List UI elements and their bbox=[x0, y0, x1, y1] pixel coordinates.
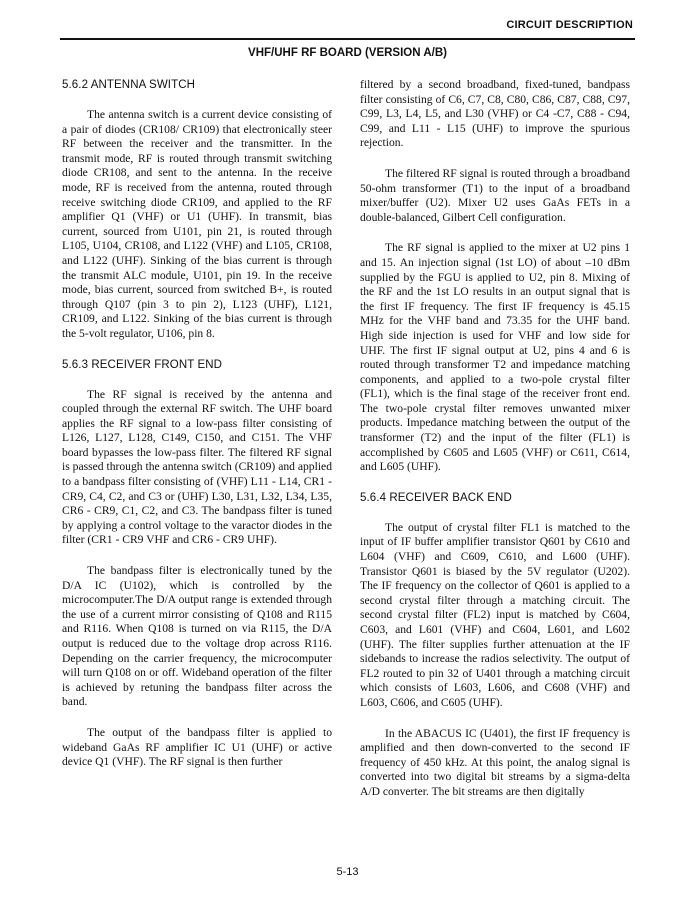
paragraph-front-end-3: The output of the bandpass filter is applied to wideband GaAs RF amplifier IC U1 (UHF) or active device Q1 (VHF). The RF signal is then further bbox=[62, 725, 332, 769]
heading-receiver-back-end: 5.6.4 RECEIVER BACK END bbox=[360, 491, 512, 504]
paragraph-back-end-1: The output of crystal filter FL1 is matched to the input of IF buffer amplifier transistor Q601 by C610 and L604 (VHF) and C609, C610, and L600 (UHF). Transistor Q601 is biased by the 5V regulator (U202). The IF frequency on the collector of Q601 is applied to a second crystal filter through a matching circuit. The second crystal filter (FL2) input is matched by C604, C603, and L601 (VHF) and C604, L601, and L602 (UHF). The filter supplies further attenuation at the IF sidebands to increase the radios selectivity. The output of FL2 routed to pin 32 of U401 through a matching circuit which consists of L603, L606, and C608 (VHF) and L603, C606, and C605 (UHF). bbox=[360, 520, 630, 709]
paragraph-front-end-2: The bandpass filter is electronically tuned by the D/A IC (U102), which is controlled by the microcomputer.The D/A output range is extended through the use of a current mirror consisting of Q108 and R115 and R116. When Q108 is turned on via R115, the D/A output is reduced due to the voltage drop across R116. Depending on the carrier frequency, the microcomputer will turn Q108 on or off. Wideband operation of the filter is achieved by retuning the bandpass filter across the band. bbox=[62, 564, 332, 709]
section-label: CIRCUIT DESCRIPTION bbox=[506, 19, 633, 31]
paragraph-antenna-switch: The antenna switch is a current device consisting of a pair of diodes (CR108/ CR109) that electronically steer RF between the receiver and the transmitter. In the transmit mode, RF is routed through transmit switching diode CR108, and sent to the antenna. In the receive mode, RF is received from the antenna, routed through receive switching diode CR109, and applied to the RF amplifier Q1 (VHF) or U1 (UHF). In transmit, bias current, sourced from U101, pin 21, is routed through L105, U104, CR108, and L122 (VHF) and L105, CR108, and L122 (UHF). Sinking of the bias current is through the transmit ALC module, U101, pin 19. In the receive mode, bias current, sourced from switched B+, is routed through Q107 (pin 3 to pin 2), L123 (UHF), L121, CR109, and L122. Sinking of the bias current is through the 5-volt regulator, U106, pin 8. bbox=[62, 108, 332, 340]
paragraph-mixer-2: The RF signal is applied to the mixer at U2 pins 1 and 15. An injection signal (1st LO) of about –10 dBm supplied by the FGU is applied to U2, pin 8. Mixing of the RF and the 1st LO results in an output signal that is the first IF frequency. The first IF frequency is 45.15 MHz for the VHF band and 73.35 for the UHF band. High side injection is used for VHF and low side for UHF. The first IF signal output at U2, pins 4 and 6 is routed through transformer T2 and impedance matching components, and applied to a two-pole crystal filter (FL1), which is the final stage of the receiver front end. The two-pole crystal filter removes unwanted mixer products. Impedance matching between the output of the transformer (T2) and the input of the filter (FL1) is accomplished by C605 and L605 (VHF) or C611, C614, and L605 (UHF). bbox=[360, 241, 630, 474]
paragraph-front-end-continued: filtered by a second broadband, fixed-tuned, bandpass filter consisting of C6, C7, C8, C80, C86, C87, C88, C97, C99, L3, L4, L5, and L30 (VHF) or C4 -C7, C88 - C94, C99, and L11 - L15 (UHF) to improve the spurious rejection. bbox=[360, 78, 630, 150]
paragraph-front-end-1: The RF signal is received by the antenna and coupled through the external RF switch. The UHF board applies the RF signal to a low-pass filter consisting of L126, L127, L128, C149, C150, and C151. The VHF board bypasses the low-pass filter. The filtered RF signal is passed through the antenna switch (CR109) and applied to a bandpass filter consisting of (VHF) L11 - L14, CR1 - CR9, C4, C2, and C3 or (UHF) L30, L31, L32, L34, L35, CR6 - CR9, C1, C2, and C3. The bandpass filter is tuned by applying a control voltage to the varactor diodes in the filter (CR1 - CR9 VHF and CR6 - CR9 UHF). bbox=[62, 387, 332, 547]
header-rule bbox=[60, 38, 635, 40]
page-number: 5-13 bbox=[336, 866, 359, 878]
heading-receiver-front-end: 5.6.3 RECEIVER FRONT END bbox=[62, 358, 223, 371]
right-column bbox=[360, 78, 630, 816]
heading-antenna-switch: 5.6.2 ANTENNA SWITCH bbox=[62, 79, 196, 91]
left-column bbox=[62, 78, 332, 786]
page-title: VHF/UHF RF BOARD (VERSION A/B) bbox=[248, 47, 447, 59]
paragraph-back-end-2: In the ABACUS IC (U401), the first IF frequency is amplified and then down-converted to the second IF frequency of 450 kHz. At this point, the analog signal is converted into two digital bit streams by a sigma-delta A/D converter. The bit streams are then digitally bbox=[360, 726, 630, 798]
paragraph-mixer-1: The filtered RF signal is routed through a broadband 50-ohm transformer (T1) to the input of a broadband mixer/buffer (U2). Mixer U2 uses GaAs FETs in a double-balanced, Gilbert Cell configuration. bbox=[360, 166, 630, 224]
